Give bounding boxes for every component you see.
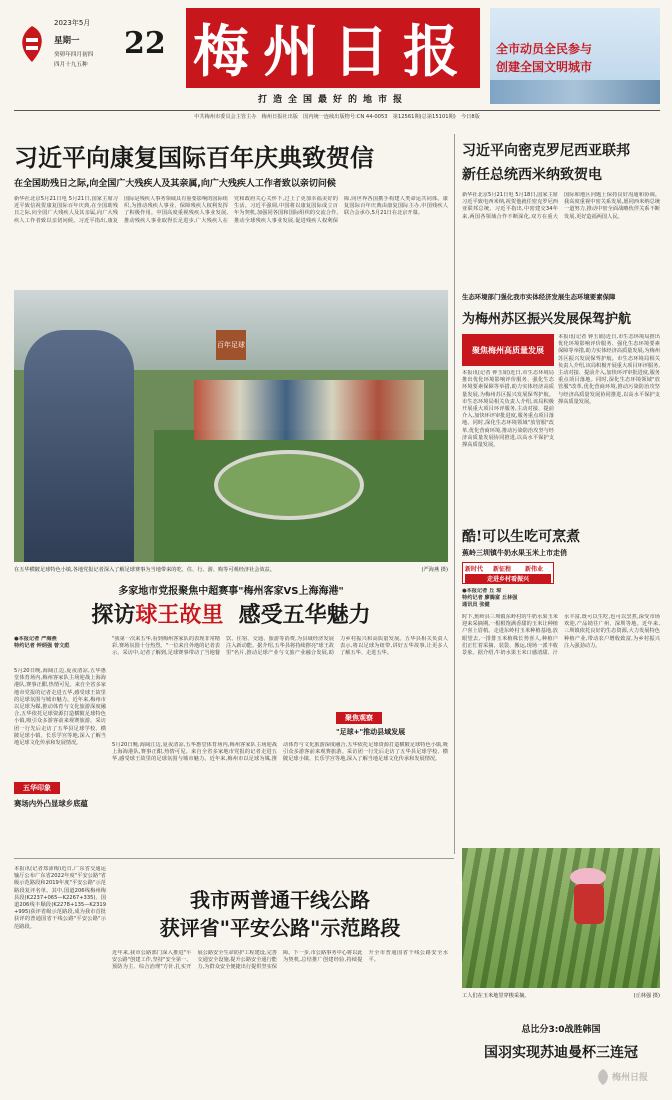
publisher-info-line: 中共梅州市委员会主管主办 梅州日报社出版 国内统一连续出版物号:CN 44-0053 第12561期(总第15101期) 今日8版 — [14, 110, 660, 120]
right-top-headline-2: 新任总统西米纳致贺电 — [462, 167, 602, 183]
feature-headline — [14, 598, 448, 629]
corn-photo-credit: (丘林强 摄) — [633, 993, 660, 999]
bottom-body-right: 近年来,我市公路部门深入推进"平安公路"创建工作,坚持"安全第一、预防为主、综合治理"方针,扎实开展公路安全生命防护工程建设,完善交通安全设施,提升公路安全通行能力,为群众安全便捷出行提供坚实保障。下一步,市公路事务中心将以此为契机,总结推广创建经验,持续提升全市普通国省干线公路安全水平。 — [112, 950, 448, 971]
section-badge-impression: 五华印象 — [14, 782, 60, 794]
feature-headline-c: 感受五华魅力 — [238, 602, 371, 628]
photo-foreground-person — [24, 330, 134, 562]
newspaper-title-text: 梅州日报 — [193, 19, 473, 85]
watermark-logo — [596, 1062, 660, 1092]
subtitle-observe: "足球+"推动县域发展 — [336, 728, 406, 736]
photo-1-credit: (严海燕 摄) — [421, 567, 448, 573]
feature-byline: ●本报记者 严海燕 特约记者 钟炳强 曾文彪 — [14, 636, 70, 650]
feature-body-3: 5月20日晚,海阔江边,夏夜清凉,五华惠堂体育场内,梅州客家队主场迎战上海海港队,赛事正酣,热情可见。来自全省多家地市党报的记者走进五华,感受球王故里的足球氛围与城市魅力。近年来,梅州市以足球为媒,推动体育与文化旅游深度融合,五华依托足球资源打造横陂足球特色小镇,吸引众多游客前来观赛旅游。采访团一行先后走访了五华县足球学校、横陂足球小镇、长乐学宫等地,深入了解当地足球文化传承和发展情况。 — [112, 742, 448, 763]
issue-lunar-extra: 四月十九五种 — [54, 62, 88, 68]
badge-word-1: 新时代 — [465, 566, 484, 573]
bottom-headline-1: 我市两普通干线公路 — [190, 888, 370, 912]
bottom-headline-2: 获评省"平安公路"示范路段 — [159, 916, 401, 940]
right-top-headline-1: 习近平向密克罗尼西亚联邦 — [462, 143, 630, 159]
bottom-body-left: 本报讯(记者郑沛梅)近日,广东省交通运输厅公布广东省2022年度"平安公路"省级示范路段和2019年度"平安公路"示范路段复评名单。其中,国道206线梅州梅县段(K2237+065—K2267+335)、国道206线丰顺段(K2278+135—K2319+995)获评省级示范路段,成为我市首批获评的普通国省干线公路"平安公路"示范路段。 — [14, 866, 106, 930]
sports-kicker: 总比分3:0战胜韩国 — [521, 1025, 601, 1035]
watermark-text: 梅州日报 — [612, 1073, 649, 1083]
photo-1-caption: 在五华横陂足球特色小镇,各地党报记者深入了解足球赛事为当地带来的吃、住、行、游、购等可观经济社会效益。 — [14, 567, 276, 573]
cool-subhead: 蕉岭三圳镇牛奶水果玉米上市走俏 — [462, 549, 567, 557]
ad-skyline-image — [490, 80, 660, 104]
mid-right-kicker: 生态环境部门强化我市实体经济发展生态环境要素保障 — [462, 293, 616, 301]
right-top-body: 新华社北京5月21日电 5月18日,国家主席习近平致电西米纳,祝贺他就任密克罗尼西亚联邦总统。习近平指出,中密建交34年来,两国各领域合作不断深化,双方在重大国际和地区问题上保持良好沟通和协调。我高度重视中密关系发展,愿同西米纳总统一道努力,推动中密全面战略伙伴关系不断发展,更好造福两国人民。 — [462, 192, 660, 220]
bottom-divider — [14, 858, 454, 859]
section-badge-observe: 聚焦观察 — [336, 712, 382, 724]
rural-revival-badge — [462, 562, 554, 584]
newspaper-slogan: 打造全国最好的地市报 — [257, 95, 408, 105]
lead-subhead: 在全国助残日之际,向全国广大残疾人及其亲属,向广大残疾人工作者致以亲切问候 — [14, 179, 336, 189]
feature-kicker: 多家地市党报聚焦中超赛事"梅州客家VS上海海港" — [118, 586, 344, 597]
feature-body-2: "我第一次来五华,看到梅州客家队的表现非常精彩,赛场氛围十分热烈。"一位来自外地的记者表示。采访中,记者了解到,足球赛事带动了当地餐饮、住宿、交通、旅游等消费,为县域经济发展注入新动能。据介绍,五华县将持续擦亮"球王故里"名片,推动足球产业与文旅产业融合发展,助力乡村振兴和高质量发展。五华县相关负责人表示,将以足球为纽带,讲好五华故事,让更多人了解五华、走进五华。 — [112, 636, 448, 657]
ad-line-1: 全市动员全民参与 — [496, 42, 593, 56]
sports-headline: 国羽实现苏迪曼杯三连冠 — [484, 1045, 638, 1061]
mid-right-body-b: 本报讯(记者 钟玉娟)近日,市生态环境局推出优化环境影响评价服务、强化生态环境要素保障等举措,助力实体经济高质量发展,为梅州苏区振兴发展保驾护航。市生态环境局相关负责人介绍,该局积极开展重大项目环评服务,主动对接、提前介入,加快环评审批进度,服务重点项目落地。同时,深化生态环境领域"放管服"改革,优化营商环境,推动污染防治攻坚与经济高质量发展协同推进,以高水平保护支撑高质量发展。 — [462, 370, 554, 449]
newspaper-title — [186, 8, 480, 88]
photo-sign: 百年足球 — [216, 330, 246, 360]
cool-headline: 酷!可以生吃可烹煮 — [462, 529, 581, 545]
lead-body: 新华社北京5月21日电 5月21日,国家主席习近平致信祝贺康复国际百年庆典,在全国助残日之际,向全国广大残疾人及其亲属,向广大残疾人工作者致以亲切问候。习近平指出,康复国际是残疾人事务领域具有重要影响的国际组织,为推动残疾人事业、保障残疾人权利发挥了积极作用。中国高度重视残疾人事业发展,推动残疾人事业取得长足进步,广大残疾人在党和政府关心关怀下,过上了更加幸福美好的生活。习近平强调,中国将以康复国际成立百年为契机,加强同各国和国际组织的交流合作,推动全球残疾人事业发展,促进残疾人权利保障,同世界各国携手构建人类命运共同体。康复国际百年庆典由康复国际主办,中国残疾人联合会承办,5月21日在北京开幕。 — [14, 196, 448, 224]
newspaper-logo-icon — [14, 24, 50, 64]
mid-right-body-a: 本报讯(记者 钟玉娟)近日,市生态环境局推出优化环境影响评价服务、强化生态环境要素保障等举措,助力实体经济高质量发展,为梅州苏区振兴发展保驾护航。市生态环境局相关负责人介绍,该局积极开展重大项目环评服务,主动对接、提前介入,加快环评审批进度,服务重点项目落地。同时,深化生态环境领域"放管服"改革,优化营商环境,推动污染防治攻坚与经济高质量发展协同推进,以高水平保护支撑高质量发展。 — [558, 334, 660, 405]
cool-byline: ●本报记者 丘 琼 特约记者 廖腾富 丘林强 通讯员 张健 — [462, 588, 518, 609]
photo-stadium-model — [214, 450, 364, 520]
mid-right-banner-text: 聚焦梅州高质量发展 — [472, 345, 544, 355]
lead-headline: 习近平向康复国际百年庆典致贺信 — [14, 143, 374, 172]
feature-body-1: 5月20日晚,海阔江边,夏夜清凉,五华惠堂体育场内,梅州客家队主场迎战上海海港队,赛事正酣,热情可见。来自全省多家地市党报的记者走进五华,感受球王故里的足球氛围与城市魅力。近年来,梅州市以足球为媒,推动体育与文化旅游深度融合,五华依托足球资源打造横陂足球特色小镇,吸引众多游客前来观赛旅游。采访团一行先后走访了五华县足球学校、横陂足球小镇、长乐学宫等地,深入了解当地足球文化传承和发展情况。 — [14, 668, 106, 747]
mid-right-banner — [462, 334, 554, 366]
date-block — [14, 10, 166, 104]
issue-weekday: 星期一 — [54, 36, 80, 46]
feature-headline-a: 探访 — [91, 602, 136, 628]
subtitle-impression: 赛场内外凸显球乡底蕴 — [14, 799, 88, 808]
corn-worker-body — [574, 884, 604, 924]
feature-headline-spacer — [223, 602, 238, 628]
civic-ad-box — [490, 8, 660, 104]
mid-right-headline: 为梅州苏区振兴发展保驾护航 — [462, 312, 632, 327]
feature-headline-b: 球王故里 — [135, 602, 224, 628]
stadium-visit-photo — [14, 290, 448, 562]
watermark-leaf-icon — [596, 1068, 610, 1086]
badge-word-2: 新征程 — [493, 566, 512, 573]
column-divider — [454, 134, 455, 854]
corn-photo-caption: 工人们在玉米地里穿梭采摘。 — [462, 993, 530, 999]
issue-day: 22 — [124, 26, 166, 61]
corn-stalks — [462, 848, 660, 988]
issue-year-month: 2023年5月 — [54, 19, 91, 27]
ad-line-2: 创建全国文明城市 — [496, 60, 593, 74]
badge-word-3: 新伟业 — [525, 566, 544, 573]
cool-body: 时下,蕉岭县三圳镇东岭村的牛奶水果玉米迎来采摘期,一根根饱满香甜的玉米让种植户喜上眉梢。走进东岭村玉米种植基地,放眼望去,一排排玉米植株长势喜人,种植户们正忙着采摘、装袋、搬运,现场一派丰收景象。据介绍,牛奶水果玉米口感清甜、汁水丰富,既可以生吃,也可以烹煮,深受市场欢迎,产品销往广州、深圳等地。近年来,三圳镇依托良好的生态资源,大力发展特色种植产业,带动农户增收致富,为乡村振兴注入强劲动力。 — [462, 614, 660, 657]
corn-harvest-photo — [462, 848, 660, 988]
photo-group-people — [194, 380, 424, 440]
masthead — [0, 0, 672, 122]
issue-lunar-date: 癸卯年四月初四 — [54, 52, 94, 58]
badge-word-4: 走进乡村看振兴 — [465, 574, 551, 583]
